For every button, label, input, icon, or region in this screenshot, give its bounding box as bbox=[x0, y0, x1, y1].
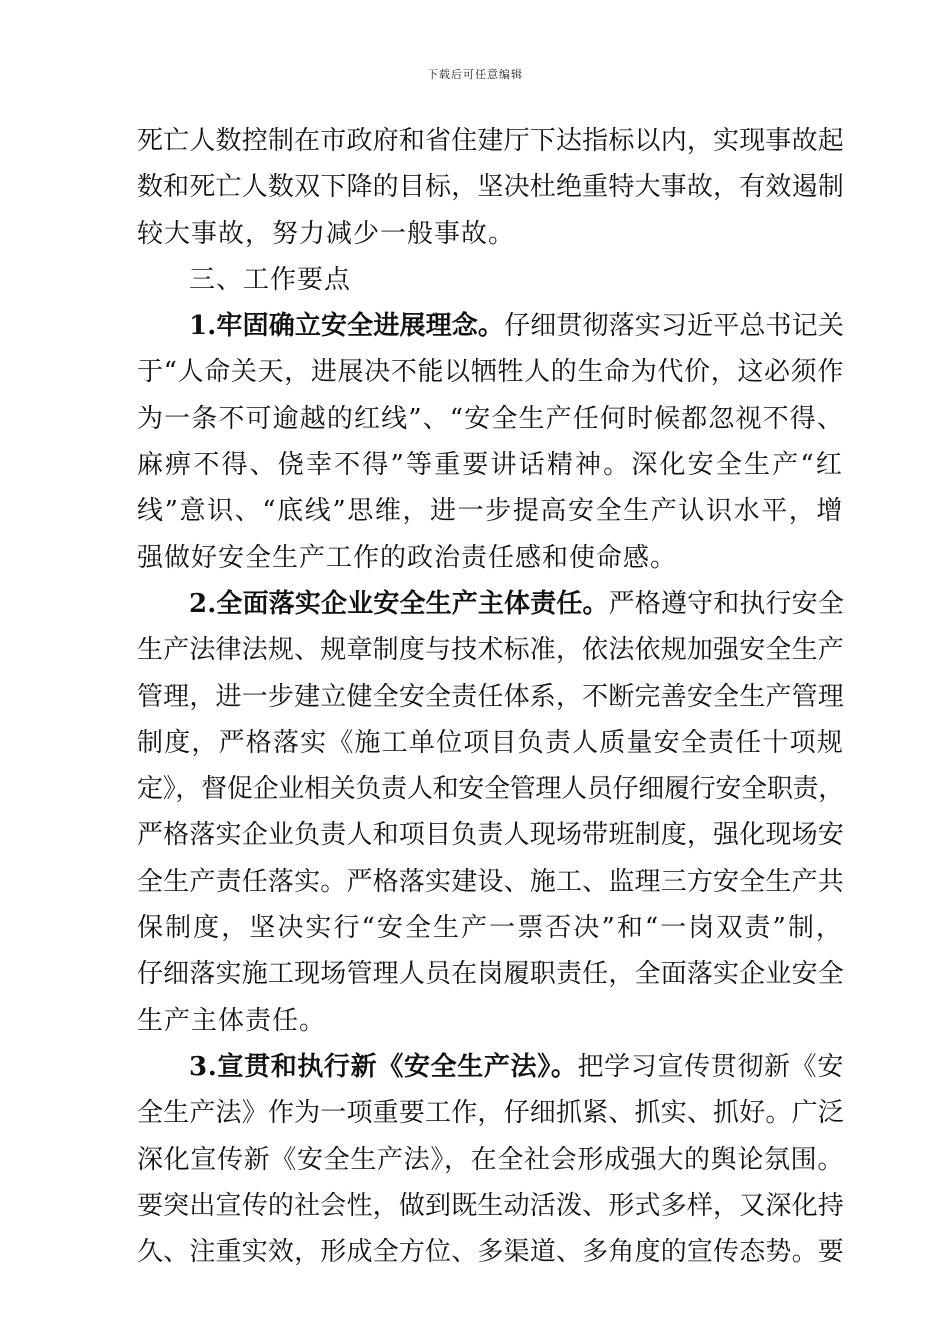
body-text: 三、工作要点 bbox=[189, 264, 352, 295]
body-text: 制度，严格落实《施工单位项目负责人质量安全责任十项规 bbox=[137, 727, 844, 758]
document-body bbox=[137, 118, 844, 1275]
text-line bbox=[137, 905, 844, 951]
text-line bbox=[137, 396, 844, 442]
text-line bbox=[137, 349, 844, 395]
body-text: 生产法律法规、规章制度与技术标准，依法依规加强安全生产 bbox=[137, 635, 844, 666]
text-line bbox=[137, 1137, 844, 1183]
body-text: 严格落实企业负责人和项目负责人现场带班制度，强化现场安 bbox=[137, 820, 844, 851]
body-text: 保制度，坚决实行“安全生产一票否决”和“一岗双责”制， bbox=[137, 913, 844, 944]
text-line bbox=[137, 951, 844, 997]
body-text: 仔细贯彻落实习近平总书记关 bbox=[504, 311, 844, 342]
body-text: 全生产法》作为一项重要工作，仔细抓紧、抓实、抓好。广泛 bbox=[137, 1098, 844, 1129]
text-line bbox=[137, 998, 844, 1044]
text-line bbox=[137, 1044, 844, 1090]
text-line bbox=[137, 627, 844, 673]
body-text: 死亡人数控制在市政府和省住建厅下达指标以内，实现事故起 bbox=[137, 126, 844, 156]
body-text: 严格遵守和执行安全 bbox=[608, 588, 844, 619]
body-text: 全生产责任落实。严格落实建设、施工、监理三方安全生产共 bbox=[137, 866, 844, 897]
body-text: 强做好安全生产工作的政治责任感和使命感。 bbox=[137, 542, 678, 573]
body-text: 为一条不可逾越的红线”、“安全生产任何时候都忽视不得、 bbox=[137, 403, 844, 434]
text-line bbox=[137, 535, 844, 581]
text-line bbox=[137, 720, 844, 766]
body-text: 生产主体责任。 bbox=[137, 1005, 327, 1036]
section-heading: 2.全面落实企业安全生产主体责任。 bbox=[189, 588, 609, 619]
text-line bbox=[137, 488, 844, 534]
section-heading: 3.宣贯和执行新《安全生产法》。 bbox=[189, 1051, 578, 1082]
body-text: 麻痹不得、侥幸不得”等重要讲话精神。深化安全生产“红 bbox=[137, 450, 844, 481]
text-line bbox=[137, 674, 844, 720]
text-line bbox=[137, 859, 844, 905]
text-line bbox=[137, 164, 844, 210]
body-text: 深化宣传新《安全生产法》，在全社会形成强大的舆论氛围。 bbox=[137, 1144, 844, 1175]
body-text: 把学习宣传贯彻新《安 bbox=[577, 1051, 844, 1082]
text-line bbox=[137, 812, 844, 858]
section-heading: 1.牢固确立安全进展理念。 bbox=[189, 311, 505, 342]
body-text: 较大事故，努力减少一般事故。 bbox=[137, 218, 516, 249]
text-line bbox=[137, 1229, 844, 1275]
text-line bbox=[137, 303, 844, 349]
text-line bbox=[137, 1183, 844, 1229]
page-header-note: 下载后可任意编辑 bbox=[427, 68, 523, 81]
text-line bbox=[137, 118, 844, 164]
body-text: 仔细落实施工现场管理人员在岗履职责任，全面落实企业安全 bbox=[137, 959, 844, 990]
text-line bbox=[137, 442, 844, 488]
body-text: 要突出宣传的社会性，做到既生动活泼、形式多样，又深化持 bbox=[137, 1190, 844, 1221]
text-line bbox=[137, 257, 844, 303]
text-line bbox=[137, 211, 844, 257]
body-text: 久、注重实效，形成全方位、多渠道、多角度的宣传态势。要 bbox=[137, 1237, 844, 1268]
text-line bbox=[137, 766, 844, 812]
body-text: 于“人命关天，进展决不能以牺牲人的生命为代价，这必须作 bbox=[137, 357, 844, 388]
body-text: 数和死亡人数双下降的目标，坚决杜绝重特大事故，有效遏制 bbox=[137, 172, 844, 203]
body-text: 线”意识、“底线”思维，进一步提高安全生产认识水平，增 bbox=[137, 496, 844, 527]
text-line bbox=[137, 1090, 844, 1136]
body-text: 管理，进一步建立健全安全责任体系，不断完善安全生产管理 bbox=[137, 681, 844, 712]
body-text: 定》，督促企业相关负责人和安全管理人员仔细履行安全职责， bbox=[137, 774, 844, 805]
text-line bbox=[137, 581, 844, 627]
